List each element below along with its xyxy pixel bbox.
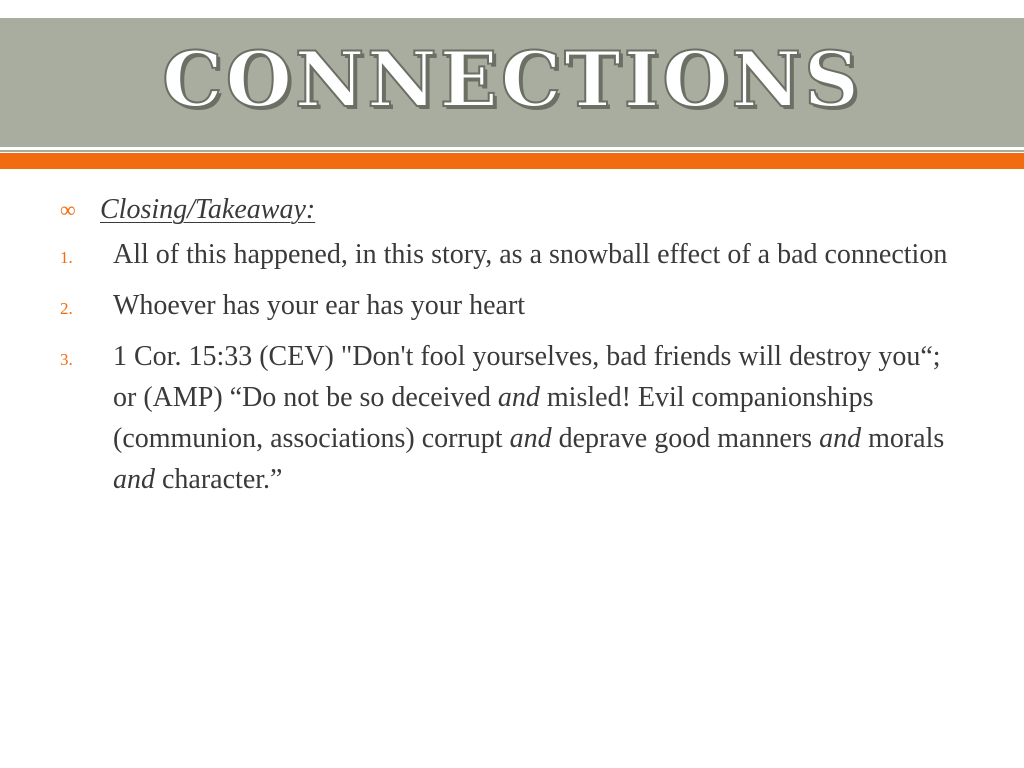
text-segment: deprave good manners <box>551 423 820 454</box>
text-segment: morals <box>861 423 945 454</box>
list-item-text <box>113 285 953 326</box>
list-item-number: 2. <box>60 299 73 318</box>
text-segment: misled! Evil companionships (communion, associations) corrupt <box>113 382 874 454</box>
text-segment: Whoever has your ear has your heart <box>113 290 526 321</box>
text-segment-italic: and <box>819 423 862 454</box>
text-segment: All of this happened, in this story, as a snowball effect of a bad connection <box>113 239 948 270</box>
text-segment-italic: and <box>497 382 540 413</box>
accent-bar <box>0 153 1024 169</box>
list-item-number: 3. <box>60 350 73 369</box>
slide-title: CONNECTIONS <box>162 34 862 124</box>
list-item <box>60 285 960 329</box>
list-item <box>60 234 960 278</box>
slide-body <box>60 188 960 507</box>
title-band <box>0 18 1024 147</box>
section-heading <box>60 188 960 230</box>
text-segment-italic: and <box>509 423 552 454</box>
text-segment: 1 Cor. 15:33 (CEV) "Don't fool yourselves, bad friends will destroy you“; or (AMP) “Do not be so deceived <box>113 341 941 413</box>
text-segment: character.” <box>155 464 283 495</box>
list-item-text <box>113 336 953 500</box>
list-item <box>60 336 960 500</box>
title-divider <box>0 150 1024 152</box>
list-item-text <box>113 234 953 275</box>
list-item-number: 1. <box>60 248 73 267</box>
chain-link-icon: ∞ <box>60 196 76 222</box>
section-heading-text: Closing/Takeaway: <box>100 193 316 225</box>
text-segment-italic: and <box>113 464 155 495</box>
